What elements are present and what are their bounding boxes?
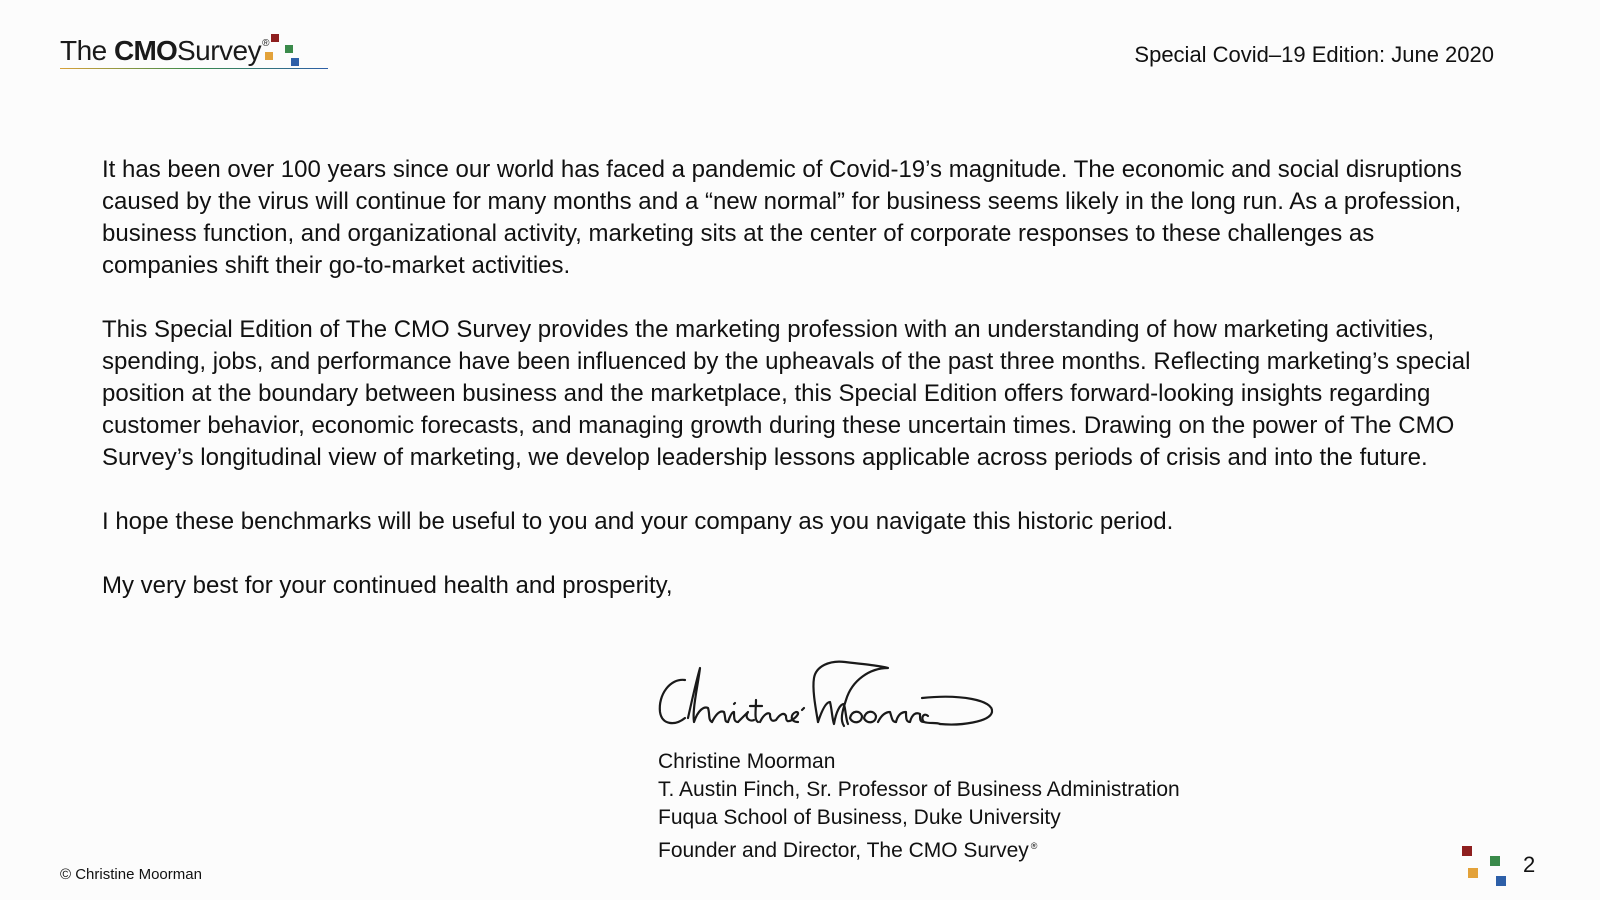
signature-block [658, 748, 1180, 865]
signer-name: Christine Moorman [658, 750, 836, 773]
signer-school: Fuqua School of Business, Duke University [658, 806, 1061, 829]
paragraph-special-edition: This Special Edition of The CMO Survey provides the marketing profession with an understanding of how marketing activities, spending, jobs, and performance have been influenced by the upheavals of the past three months. Reflecting marketing’s special position at the boundary between business and the marketplace, this Special Edition offers forward-looking insights regarding customer behavior, economic forecasts, and managing growth during these uncertain times. Drawing on the power of The CMO Survey’s longitudinal view of marketing, we develop leadership lessons applicable across periods of crisis and into the future. [102, 316, 1471, 471]
signer-role-line [658, 832, 1180, 865]
logo-bold-text: CMO [114, 35, 177, 66]
copyright-notice: © Christine Moorman [60, 866, 202, 883]
signer-role: Founder and Director, The CMO Survey [658, 839, 1029, 862]
logo-registered-mark: ® [262, 38, 269, 49]
logo-wordmark [60, 30, 269, 79]
signer-role-mark: ® [1030, 841, 1038, 851]
signer-title: T. Austin Finch, Sr. Professor of Business Administration [658, 778, 1180, 801]
edition-label: Special Covid–19 Edition: June 2020 [1134, 42, 1494, 67]
handwritten-signature [640, 640, 1020, 740]
logo-prefix: The [60, 35, 107, 66]
paragraph-benchmarks: I hope these benchmarks will be useful to you and your company as you navigate this historic period. [102, 508, 1174, 535]
letter-body [102, 154, 1482, 602]
cmo-survey-logo [60, 30, 311, 72]
logo-squares-icon [271, 30, 311, 70]
page-number: 2 [1523, 852, 1536, 877]
paragraph-intro: It has been over 100 years since our world has faced a pandemic of Covid-19’s magnitude. The economic and social disruptions caused by the virus will continue for many months and a “new normal” for business seems likely in the long run. As a profession, business function, and organizational activity, marketing sits at the center of corporate responses to these challenges as companies shift their go-to-market activities. [102, 156, 1462, 279]
closing-line: My very best for your continued health and prosperity, [102, 572, 673, 599]
logo-suffix: Survey [176, 35, 262, 66]
footer-squares-icon [1458, 842, 1508, 892]
